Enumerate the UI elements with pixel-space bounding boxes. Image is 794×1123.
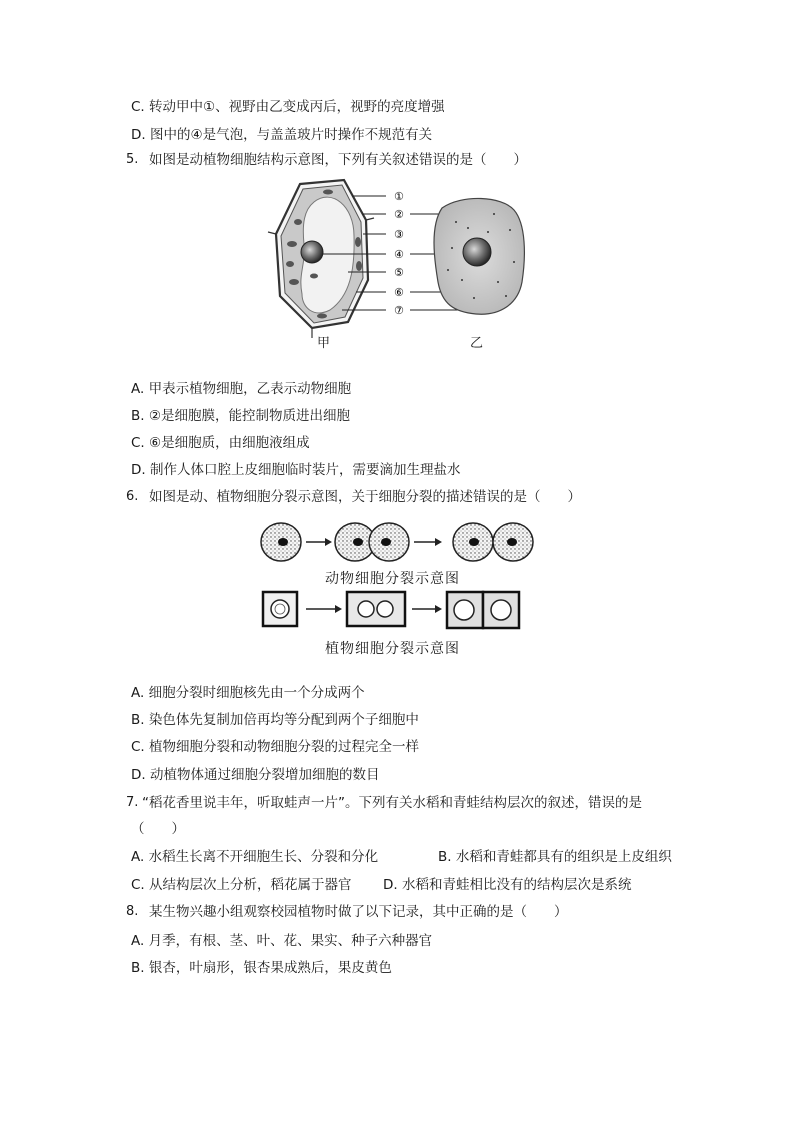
q5-number: 5.	[126, 152, 139, 167]
q8-stem: 某生物兴趣小组观察校园植物时做了以下记录，其中正确的是（ ）	[149, 904, 568, 920]
callout-1: ①	[394, 190, 404, 203]
q6-option-b: B. 染色体先复制加倍再均等分配到两个子细胞中	[131, 712, 419, 728]
callout-3: ③	[394, 228, 404, 241]
callout-7: ⑦	[394, 304, 404, 317]
q7-option-b: B. 水稻和青蛙都具有的组织是上皮组织	[438, 849, 672, 865]
q7-paren: （ ）	[131, 821, 185, 837]
q7-option-c: C. 从结构层次上分析，稻花属于器官	[131, 877, 352, 893]
callout-6: ⑥	[394, 286, 404, 299]
q5-option-d: D. 制作人体口腔上皮细胞临时装片，需要滴加生理盐水	[131, 462, 461, 478]
caption-animal-division: 动物细胞分裂示意图	[325, 571, 460, 587]
q4-option-d: D. 图中的④是气泡，与盖盖玻片时操作不规范有关	[131, 127, 433, 143]
callout-4: ④	[394, 248, 404, 261]
animal-division-row	[261, 523, 533, 561]
q6-stem: 如图是动、植物细胞分裂示意图，关于细胞分裂的描述错误的是（ ）	[149, 489, 581, 505]
q6-number: 6.	[126, 489, 139, 504]
q6-option-a: A. 细胞分裂时细胞核先由一个分成两个	[131, 685, 365, 701]
q5-option-c: C. ⑥是细胞质，由细胞液组成	[131, 435, 310, 451]
q8-number: 8.	[126, 904, 139, 919]
label-yi: 乙	[470, 336, 484, 351]
q7-number: 7.	[126, 795, 139, 810]
q5-option-b: B. ②是细胞膜，能控制物质进出细胞	[131, 408, 350, 424]
plant-cell-diagram	[268, 180, 374, 338]
q5-stem: 如图是动植物细胞结构示意图，下列有关叙述错误的是（ ）	[149, 152, 527, 168]
label-jia: 甲	[317, 336, 331, 351]
callout-2: ②	[394, 208, 404, 221]
q7-option-a: A. 水稻生长离不开细胞生长、分裂和分化	[131, 849, 379, 865]
q8-option-b: B. 银杏，叶扇形，银杏果成熟后，果皮黄色	[131, 960, 392, 976]
caption-plant-division: 植物细胞分裂示意图	[325, 641, 460, 657]
cell-structure-figure	[262, 178, 532, 353]
q7-stem: “稻花香里说丰年，听取蛙声一片”。下列有关水稻和青蛙结构层次的叙述，错误的是	[142, 795, 642, 811]
animal-cell-diagram	[434, 198, 524, 314]
q8-option-a: A. 月季，有根、茎、叶、花、果实、种子六种器官	[131, 933, 433, 949]
q5-option-a: A. 甲表示植物细胞，乙表示动物细胞	[131, 381, 352, 397]
q6-option-c: C. 植物细胞分裂和动物细胞分裂的过程完全一样	[131, 739, 420, 755]
callout-5: ⑤	[394, 266, 404, 279]
plant-division-row	[263, 592, 519, 628]
q4-option-c: C. 转动甲中①、视野由乙变成丙后，视野的亮度增强	[131, 99, 445, 115]
q6-option-d: D. 动植物体通过细胞分裂增加细胞的数目	[131, 767, 380, 783]
q7-option-d: D. 水稻和青蛙相比没有的结构层次是系统	[383, 877, 632, 893]
